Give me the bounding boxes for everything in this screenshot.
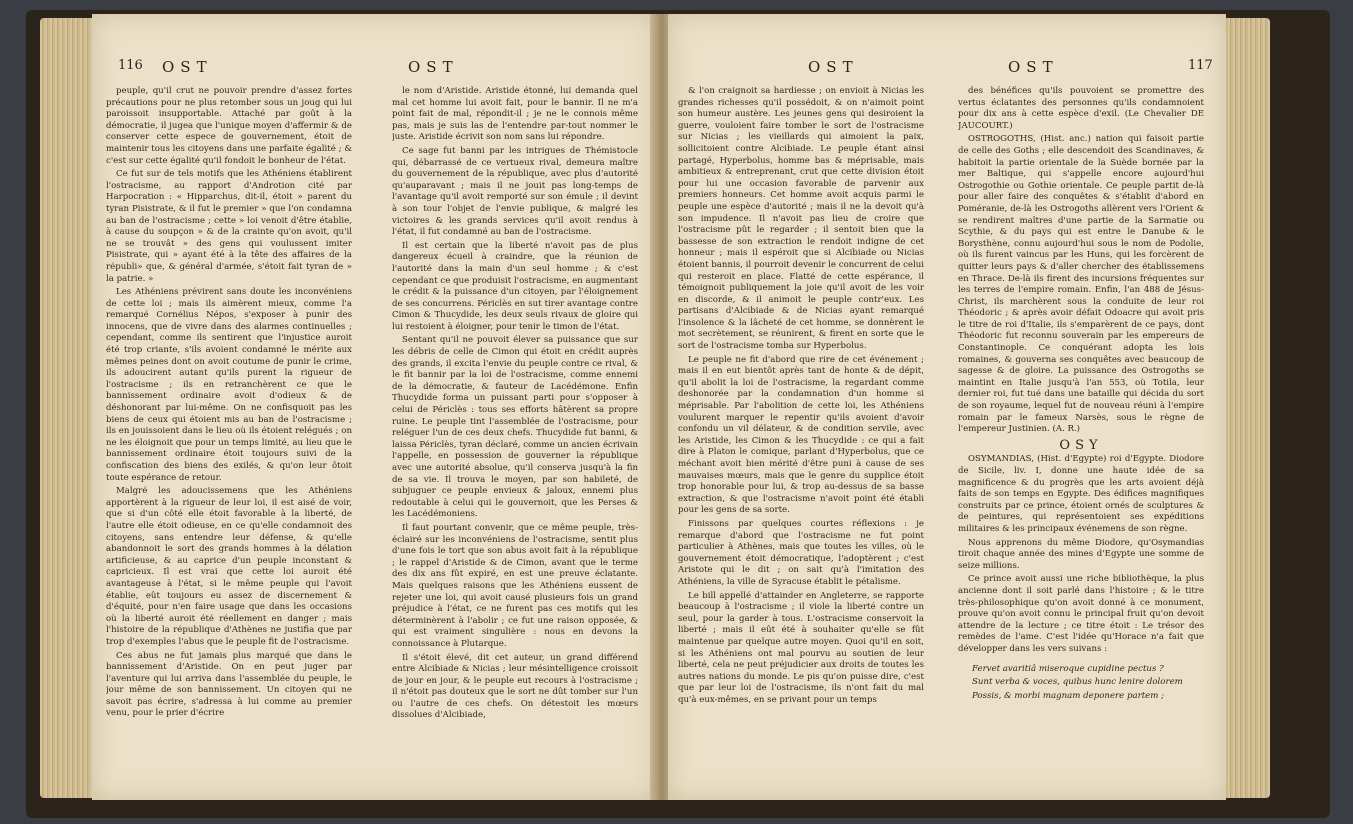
paragraph: Il s'étoit élevé, dit cet auteur, un grand différend entre Alcibiade & Nicias ; leur mésintelligence croissoit de jour en jour, & le peuple eut recours à l'ostracisme ; il n'étoit pas douteux que le sort ne dût tomber sur l'un ou l'autre de ces chefs. On détestoit les mœurs dissolues d'Alcibiade, — [392, 652, 638, 721]
paragraph: Il faut pourtant convenir, que ce même peuple, très-éclairé sur les inconvéniens de l'ostracisme, sentit plus d'une fois le tort que son abus avoit fait à la république ; le rappel d'Aristide & de Cimon, avant que le terme des dix ans fût expiré, en est une preuve éclatante. Mais quelques raisons que les Athéniens eussent de rejeter une loi, qui avoit causé plusieurs fois un grand préjudice à l'état, ce ne furent pas ces motifs qui les déterminèrent à l'abolir ; ce fut une raison opposée, & qui est vraiment singulière : nous en devons la connoissance à Plutarque. — [392, 522, 638, 649]
paragraph: Ce prince avoit aussi une riche bibliothèque, la plus ancienne dont il soit parlé dans l'histoire ; & le titre très-philosophique qu'on avoit donné à ce monument, prouve qu'on avoit connu le principal fruit qu'on devoit attendre de la lecture ; ce titre étoit : Le trésor des remèdes de l'ame. C'est l'idée qu'Horace n'a fait que développer dans les vers suivans : — [958, 574, 1204, 654]
right-page-column-2 — [958, 86, 1204, 786]
verse-line: Sunt verba & voces, quibus hunc lenire dolorem — [972, 677, 1183, 688]
left-page — [92, 14, 656, 800]
paragraph: Sentant qu'il ne pouvoit élever sa puissance que sur les débris de celle de Cimon qui étoit en crédit auprès des grands, il excita l'envie du peuple contre ce rival, & le fit bannir par la loi de l'ostracisme, comme ennemi de la démocratie, & fauteur de Lacédémone. Enfin Thucydide forma un puissant parti pour s'opposer à celui de Périclès : tous ses efforts hâtèrent sa propre ruine. Le peuple tint l'assemblée de l'ostracisme, pour reléguer l'un de ces deux chefs. Thucydide fut banni, & laissa Périclès, tyran déclaré, comme un ancien écrivain l'appelle, en possession de gouverner la république avec une autorité absolue, qu'il conserva jusqu'à la fin de sa vie. Il trouva le moyen, par son habileté, de subjuguer ce peuple envieux & jaloux, ennemi plus redoutable à celui qui le gouvernoit, que les Perses & les Lacédémoniens. — [392, 335, 638, 520]
paragraph: le nom d'Aristide. Aristide étonné, lui demanda quel mal cet homme lui avoit fait, pour le bannir. Il ne m'a point fait de mal, répondit-il ; je ne le connois même pas, mais je suis las de l'entendre par-tout nommer le juste. Aristide écrivit son nom sans lui répondre. — [392, 86, 638, 143]
left-page-column-2 — [392, 86, 638, 786]
paragraph: Le peuple ne fit d'abord que rire de cet événement ; mais il en eut bientôt après tant de honte & de dépit, qu'il abolit la loi de l'ostracisme, la regardant comme deshonorée par la condamnation d'un homme si méprisable. Par l'abolition de cette loi, les Athéniens voulurent marquer le repentir qu'ils avoient d'avoir confondu un vil délateur, & de condition servile, avec les Aristide, les Cimon & les Thucydide : ce qui a fait dire à Platon le comique, parlant d'Hyperbolus, que ce méchant avoit bien mérité d'être puni à cause de ses mauvaises mœurs, mais que le genre du supplice étoit trop honorable pour lui, & trop au-dessus de sa basse extraction, & que l'ostracisme n'avoit point été établi pour les gens de sa sorte. — [678, 354, 924, 516]
verse-quote — [958, 664, 1204, 703]
paragraph: Ces abus ne fut jamais plus marqué que dans le bannissement d'Aristide. On en peut juger par l'aventure qui lui arriva dans l'assemblée du peuple, le jour même de son bannissement. Un citoyen qui ne savoit pas écrire, s'adressa à lui comme au premier venu, pour le prier d'écrire — [106, 650, 352, 719]
paragraph: Il est certain que la liberté n'avoit pas de plus dangereux écueil à craindre, que la réunion de l'autorité dans la main d'un seul homme ; & c'est cependant ce que produisit l'ostracisme, en augmentant le crédit & la puissance d'un citoyen, par l'éloignement de ses concurrens. Périclès en sut tirer avantage contre Cimon & Thucydide, les deux seuls rivaux de gloire qui lui restoient à éloigner, pour tenir le timon de l'état. — [392, 240, 638, 332]
paragraph: OSYMANDIAS, (Hist. d'Egypte) roi d'Egypte. Diodore de Sicile, liv. I, donne une haute idée de sa magnificence & du progrès que les arts avoient déjà faits de son temps en Egypte. Des édifices magnifiques construits par ce prince, étoient ornés de sculptures & de peintures, qui représentoient ses expéditions militaires & les principaux événemens de son règne. — [958, 454, 1204, 534]
verse-line: Fervet avaritiâ miseroque cupidine pectus ? — [972, 663, 1164, 674]
page-number: 116 — [118, 58, 143, 73]
right-page-column-1 — [678, 86, 924, 786]
paragraph: Nous apprenons du même Diodore, qu'Osymandias tiroit chaque année des mines d'Egypte une somme de seize millions. — [958, 537, 1204, 571]
right-page-header — [668, 58, 1226, 80]
paragraph: Les Athéniens prévirent sans doute les inconvéniens de cette loi ; mais ils aimèrent mieux, comme l'a remarqué Cornélius Népos, s'exposer à punir des innocens, que de vivre dans des alarmes continuelles ; cependant, comme ils sentirent que l'injustice auroit été trop criante, s'ils avoient condamné le mérite aux mêmes peines dont on avoit coutume de punir le crime, ils adoucirent autant qu'ils purent la rigueur de l'ostracisme ; ils en retranchèrent ce que le bannissement ordinaire avoit d'odieux & de déshonorant par lui-même. On ne confisquoit pas les biens de ceux qui étoient mis au ban de l'ostracisme ; ils en jouissoient dans le lieu où ils étoient relégués ; on ne les éloignoit que pour un temps limité, au lieu que le bannissement ordinaire étoit toujours suivi de la confiscation des biens des exilés, & qu'on leur ôtoit toute espérance de retour. — [106, 287, 352, 483]
running-head-right: OST — [408, 58, 459, 76]
paragraph: Le bill appellé d'attainder en Angleterre, se rapporte beaucoup à l'ostracisme ; il viole la liberté contre un seul, pour la garder à tous. L'ostracisme conservoit la liberté ; mais il eût été à souhaiter qu'elle se fût maintenue par quelque autre moyen. Quoi qu'il en soit, si les Athéniens ont mal pourvu au soutien de leur liberté, cela ne peut préjudicier aux droits de toutes les autres nations du monde. Le pis qu'on puisse dire, c'est que par leur loi de l'ostracisme, ils n'ont fait du mal qu'à eux-mêmes, en se privant pour un temps — [678, 590, 924, 705]
paragraph: Ce sage fut banni par les intrigues de Thémistocle qui, débarrassé de ce vertueux rival, demeura maître du gouvernement de la république, avec plus d'autorité qu'auparavant ; mais il ne jouit pas long-temps de l'avantage qu'il avoit remporté sur son émule ; il devint à son tour l'objet de l'envie publique, & malgré les victoires & les grands services qu'il avoit rendus à l'état, il fut condamné au ban de l'ostracisme. — [392, 145, 638, 238]
running-head-right: OST — [1008, 58, 1059, 76]
paragraph: des bénéfices qu'ils pouvoient se promettre des vertus éclatantes des personnes qu'ils condamnoient pour dix ans à cette espèce d'exil. (Le Chevalier DE JAUCOURT.) — [958, 86, 1204, 131]
running-head-left: OST — [808, 58, 859, 76]
paragraph: Ce fut sur de tels motifs que les Athéniens établirent l'ostracisme, au rapport d'Androtion cité par Harpocration : « Hipparchus, dit-il, étoit » parent du tyran Pisistrate, & il fut le premier » que l'on condamna au ban de l'ostracisme ; cette » loi venoit d'être établie, à cause du soupçon » & de la crainte qu'on avoit, qu'il ne se trouvât » des gens qui voulussent imiter Pisistrate, qui » ayant été à la tête des affaires de la républi» que, & général d'armée, s'étoit fait tyran de » la patrie. » — [106, 169, 352, 284]
paragraph: OSTROGOTHS, (Hist. anc.) nation qui faisoit partie de celle des Goths ; elle descendoit des Scandinaves, & habitoit la partie orientale de la Suède bornée par la mer Baltique, qui s'appelle encore aujourd'hui Ostrogothie ou Gothie orientale. Ce peuple partit de-là pour aller faire des conquêtes & s'établit d'abord en Poméranie, de-là les Ostrogoths allèrent vers l'Orient & se rendirent maîtres d'une partie de la Sarmatie ou Scythie, & du pays qui est entre le Danube & le Borysthène, connu aujourd'hui sous le nom de Podolie, où ils furent vaincus par les Huns, qui les forcèrent de quitter leurs pays & d'aller chercher des établissemens en Thrace. De-là ils firent des incursions fréquentes sur les terres de l'empire romain. Enfin, l'an 488 de Jésus-Christ, ils marchèrent sous la conduite de leur roi Théodoric ; & après avoir défait Odoacre qui avoit pris le titre de roi d'Italie, ils s'emparèrent de ce pays, dont Théodoric fut reconnu souverain par les empereurs de Constantinople. Ce conquérant adopta les lois romaines, & gouverna ses conquêtes avec beaucoup de sagesse & de gloire. La puissance des Ostrogoths se maintint en Italie jusqu'à l'an 553, où Totila, leur dernier roi, fut tué dans une bataille qui décida du sort de son royaume, lequel fut de nouveau réuni à l'empire romain par le fameux Narsès, sous le règne de l'empereur Justinien. (A. R.) — [958, 134, 1204, 435]
right-page — [668, 14, 1226, 800]
paragraph: & l'on craignoit sa hardiesse ; on envioit à Nicias les grandes richesses qu'il possédoit, & on n'aimoit point son humeur austère. Les jeunes gens qui desiroient la guerre, vouloient faire tomber le sort de l'ostracisme sur Nicias ; les vieillards qui aimoient la paix, sollicitoient contre Alcibiade. Le peuple étant ainsi partagé, Hyperbolus, homme bas & méprisable, mais ambitieux & entreprenant, crut que cette division étoit pour lui une occasion favorable de parvenir aux premiers honneurs. Cet homme avoit acquis parmi le peuple une espèce d'autorité ; mais il ne la devoit qu'à son impudence. Il n'avoit pas lieu de croire que l'ostracisme pût le regarder ; il sentoit bien que la bassesse de son extraction le rendoit indigne de cet honneur ; mais il espéroit que si Alcibiade ou Nicias étoient bannis, il pourroit devenir le concurrent de celui qui resteroit en place. Flatté de cette espérance, il témoignoit publiquement la joie qu'il avoit de les voir en discorde, & il animoit le peuple contr'eux. Les partisans d'Alcibiade & de Nicias ayant remarqué l'insolence & la lâcheté de cet homme, se donnèrent le mot secrètement, se réunirent, & firent en sorte que le sort de l'ostracisme tomba sur Hyperbolus. — [678, 86, 924, 352]
paragraph: peuple, qu'il crut ne pouvoir prendre d'assez fortes précautions pour ne plus retomber sous un joug qui lui paroissoit insupportable. Attaché par goût à la démocratie, il jugea que l'unique moyen d'affermir & de conserver cette espece de gouvernement, étoit de maintenir tous les citoyens dans une parfaite égalité ; & c'est sur cette égalité qu'il fondoit le bonheur de l'état. — [106, 86, 352, 166]
page-number: 117 — [1188, 58, 1213, 73]
running-head-left: OST — [162, 58, 213, 76]
verse-line: Possis, & morbi magnam deponere partem ; — [972, 690, 1165, 701]
section-heading: OSY — [1059, 437, 1103, 453]
paragraph: Malgré les adoucissemens que les Athéniens apportèrent à la rigueur de leur loi, il est aisé de voir, que si d'un côté elle étoit favorable à la liberté, de l'autre elle étoit odieuse, en ce qu'elle condamnoit des citoyens, sans entendre leur défense, & qu'elle abandonnoit le sort des grands hommes à la délation artificieuse, & au caprice d'un peuple inconstant & capricieux. Il est vrai que cette loi auroit été avantageuse à l'état, si le même peuple qui l'avoit établie, eût toujours eu assez de discernement & d'équité, pour n'en faire usage que dans les occasions où la liberté auroit été réellement en danger ; mais l'histoire de la république d'Athènes ne justifia que par trop d'exemples l'abus que le peuple fit de l'ostracisme. — [106, 486, 352, 647]
paragraph: Finissons par quelques courtes réflexions : je remarque d'abord que l'ostracisme ne fut point particulier à Athènes, mais que toutes les villes, où le gouvernement étoit démocratique, l'adoptèrent ; c'est Aristote qui le dit ; on sait qu'à l'imitation des Athéniens, la ville de Syracuse établit le pétalisme. — [678, 518, 924, 587]
left-page-header — [92, 58, 656, 80]
left-page-column-1 — [106, 86, 352, 786]
